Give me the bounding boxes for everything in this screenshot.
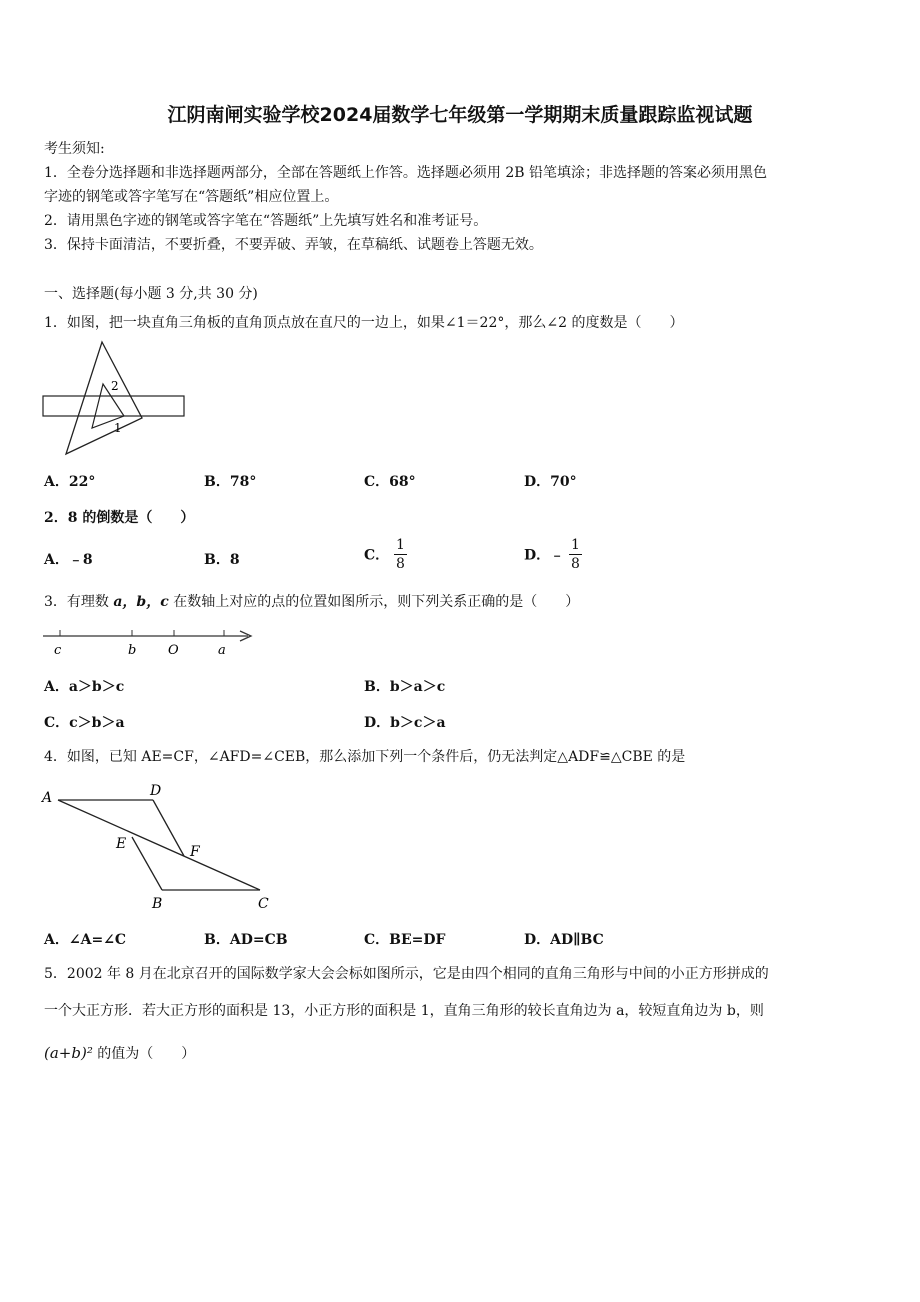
point-f-label: F xyxy=(190,844,200,860)
q2-option-a: A．﹣8 xyxy=(44,552,93,568)
q5-line3 xyxy=(44,1042,195,1065)
q1-option-a: A．22° xyxy=(44,474,96,490)
q1-option-d: D．70° xyxy=(524,474,577,490)
q3-stem xyxy=(44,591,579,613)
q2-fraction xyxy=(569,536,582,573)
point-d-label: D xyxy=(150,783,162,799)
notice-item: 1．全卷分选择题和非选择题两部分，全部在答题纸上作答。选择题必须用 2B 铅笔填涂；非选择题的答案必须用黑色 xyxy=(44,165,767,181)
label-a: a xyxy=(218,643,226,658)
notice-item: 字迹的钢笔或答字笔写在“答题纸”相应位置上。 xyxy=(44,189,339,205)
segment-ac xyxy=(58,800,260,890)
q3-option-b: B．b＞a＞c xyxy=(364,679,446,695)
q3-vars: a，b，c xyxy=(113,594,169,610)
q4-option-d: D．AD∥BC xyxy=(524,932,604,948)
section-heading: 一、选择题(每小题 3 分,共 30 分) xyxy=(44,286,258,302)
triangle-outer xyxy=(66,342,142,454)
q5-line2: 一个大正方形．若大正方形的面积是 13，小正方形的面积是 1，直角三角形的较长直角边为 a，较短直角边为 b，则 xyxy=(44,1003,764,1019)
q2-stem: 2．8 的倒数是（ ） xyxy=(44,510,195,526)
label-b: b xyxy=(128,643,137,658)
number-line xyxy=(40,624,260,660)
q3-option-a: A．a＞b＞c xyxy=(44,679,125,695)
q1-stem: 1．如图，把一块直角三角板的直角顶点放在直尺的一边上，如果∠1＝22°，那么∠2 的度数是（ ） xyxy=(44,315,684,331)
frac-numerator: 1 xyxy=(571,537,580,553)
q5-line1: 5．2002 年 8 月在北京召开的国际数学家大会会标如图所示，它是由四个相同的直角三角形与中间的小正方形拼成的 xyxy=(44,966,769,982)
q2-option-d-label: D．﹣ xyxy=(524,547,565,564)
frac-denominator: 8 xyxy=(396,556,405,572)
q5-expression: (a+b)² xyxy=(44,1044,93,1062)
q3-option-c: C．c＞b＞a xyxy=(44,715,125,731)
q4-option-a: A．∠A=∠C xyxy=(44,932,127,948)
q1-option-c: C．68° xyxy=(364,474,416,490)
q1-option-b: B．78° xyxy=(204,474,257,490)
q2-option-d xyxy=(524,536,582,573)
q2-fraction xyxy=(394,536,407,573)
point-e-label: E xyxy=(116,836,127,852)
frac-numerator: 1 xyxy=(396,537,405,553)
q4-stem: 4．如图，已知 AE=CF，∠AFD=∠CEB，那么添加下列一个条件后，仍无法判定△ADF≌△CBE 的是 xyxy=(44,749,686,765)
angle-1-label: 1 xyxy=(114,421,122,435)
q3-stem-post: 在数轴上对应的点的位置如图所示，则下列关系正确的是（ ） xyxy=(168,594,580,610)
notice-heading: 考生须知: xyxy=(44,141,105,157)
label-c: c xyxy=(54,643,62,658)
q1-figure xyxy=(40,338,190,460)
label-o: O xyxy=(168,643,179,658)
q3-stem-pre: 3．有理数 xyxy=(44,594,114,610)
frac-denominator: 8 xyxy=(571,556,580,572)
notice-item: 3．保持卡面清洁，不要折叠，不要弄破、弄皱，在草稿纸、试题卷上答题无效。 xyxy=(44,237,543,253)
page-title: 江阴南闸实验学校2024届数学七年级第一学期期末质量跟踪监视试题 xyxy=(167,104,753,126)
point-b-label: B xyxy=(152,896,163,912)
q4-option-c: C．BE=DF xyxy=(364,932,446,948)
q5-line3-text: 的值为（ ） xyxy=(92,1046,196,1062)
angle-2-label: 2 xyxy=(111,379,119,393)
q3-option-d: D．b＞c＞a xyxy=(364,715,446,731)
point-a-label: A xyxy=(42,790,53,806)
q2-option-b: B．8 xyxy=(204,552,240,568)
q2-option-c xyxy=(364,536,407,573)
q4-option-b: B．AD=CB xyxy=(204,932,288,948)
q4-figure xyxy=(38,780,278,914)
q2-option-c-label: C． xyxy=(364,547,390,564)
notice-item: 2．请用黑色字迹的钢笔或答字笔在“答题纸”上先填写姓名和准考证号。 xyxy=(44,213,488,229)
point-c-label: C xyxy=(258,896,269,912)
segment-df xyxy=(153,800,184,856)
